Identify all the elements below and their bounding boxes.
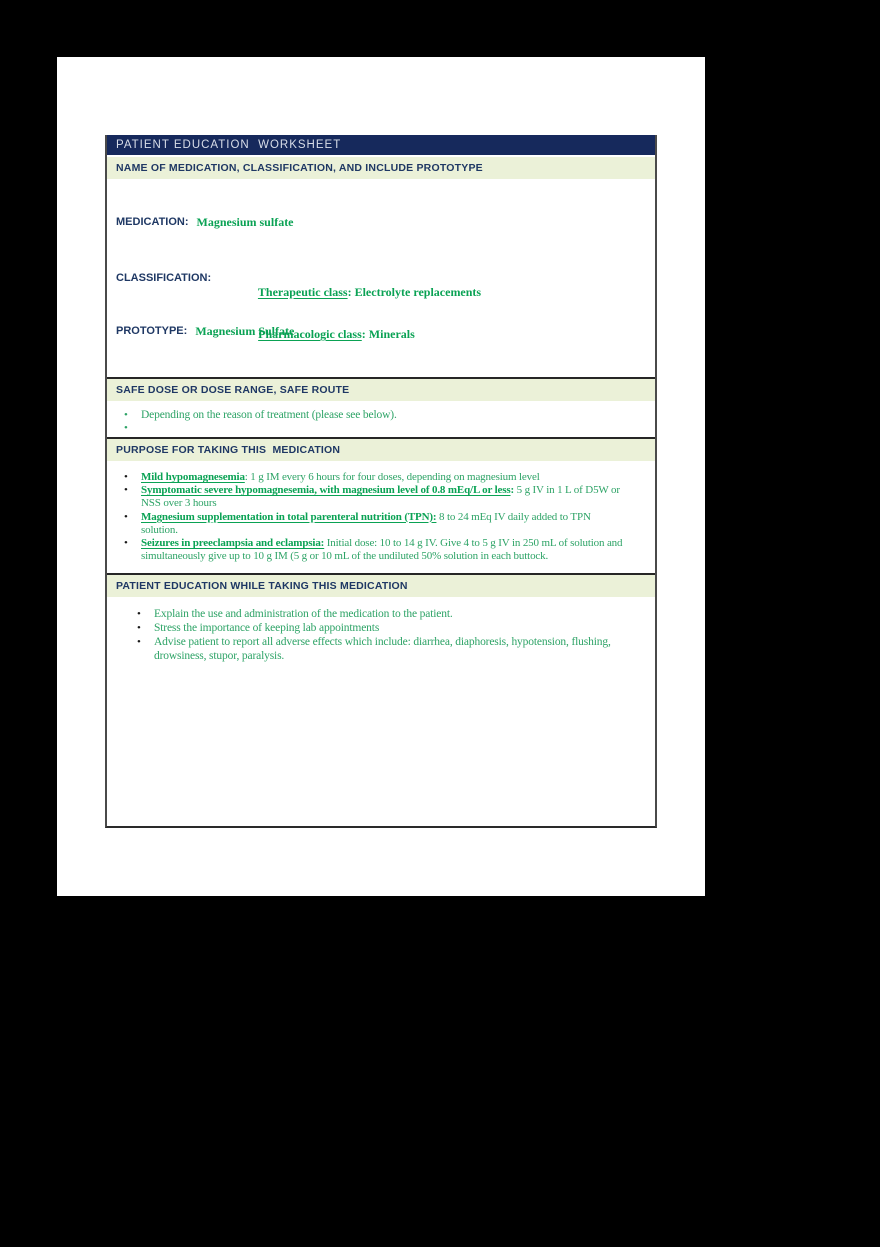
purpose-bullet-sep: : <box>510 484 515 497</box>
purpose-bullet-lead: Magnesium supplementation in total parenteral nutrition (TPN): <box>141 510 437 523</box>
section-safe-dose <box>107 401 655 437</box>
worksheet-title-bar: PATIENT EDUCATION WORKSHEET <box>107 135 655 157</box>
section-header-patient-education: PATIENT EDUCATION WHILE TAKING THIS MEDICATION <box>107 573 655 597</box>
education-bullet-text <box>154 607 453 621</box>
section-header-name-of-medication: NAME OF MEDICATION, CLASSIFICATION, AND INCLUDE PROTOTYPE <box>107 157 655 179</box>
purpose-bullet-line2: simultaneously give up to 10 g IM (5 g or 10 mL of the undiluted 50% solution in each buttock. <box>141 550 549 563</box>
list-item <box>107 484 655 510</box>
section-purpose <box>107 461 655 573</box>
list-item <box>107 422 655 435</box>
purpose-bullet-rest: 5 g IV in 1 L of D5W or <box>514 484 620 497</box>
bullet-icon: • <box>124 510 128 523</box>
bullet-icon: • <box>124 409 128 421</box>
classification-values <box>216 271 481 355</box>
list-item <box>107 607 655 621</box>
prototype-label: PROTOTYPE: <box>116 325 188 337</box>
bullet-icon: • <box>124 471 128 483</box>
therapeutic-class-value: : Electrolyte replacements <box>347 285 482 299</box>
purpose-bullet-line2: NSS over 3 hours <box>141 497 217 510</box>
list-item <box>107 635 655 663</box>
section-header-purpose: PURPOSE FOR TAKING THIS MEDICATION <box>107 437 655 461</box>
document-page <box>57 57 705 896</box>
bullet-icon: • <box>124 537 128 550</box>
education-bullet-line1: Stress the importance of keeping lab appointments <box>154 622 380 634</box>
purpose-bullet-text <box>141 471 540 484</box>
medication-value: Magnesium sulfate <box>196 215 294 229</box>
classification-row <box>116 271 481 355</box>
bullet-icon: • <box>137 622 141 634</box>
education-bullet-line1: Explain the use and administration of the medication to the patient. <box>154 608 453 620</box>
purpose-bullet-text <box>141 511 591 537</box>
section-patient-education <box>107 597 655 826</box>
education-bullet-text <box>154 621 379 635</box>
bullet-icon: • <box>137 608 141 620</box>
education-bullet-text <box>154 635 611 663</box>
pharmacologic-class-term: Pharmacologic class <box>258 327 362 341</box>
purpose-bullet-lead: Symptomatic severe hypomagnesemia, with magnesium level of 0.8 mEq/L or less <box>141 484 511 497</box>
medication-row <box>116 215 294 229</box>
section-header-safe-dose: SAFE DOSE OR DOSE RANGE, SAFE ROUTE <box>107 377 655 401</box>
purpose-bullet-text <box>141 484 620 510</box>
therapeutic-class-term: Therapeutic class <box>257 285 348 299</box>
purpose-bullet-line2: solution. <box>141 523 178 536</box>
purpose-bullet-text <box>141 537 622 563</box>
education-bullet-line2: drowsiness, stupor, paralysis. <box>154 650 285 662</box>
list-item <box>107 511 655 537</box>
section-name-of-medication <box>107 179 655 377</box>
list-item <box>107 621 655 635</box>
safe-dose-bullet-text: Depending on the reason of treatment (please see below). <box>141 409 397 421</box>
purpose-bullet-rest: 8 to 24 mEq IV daily added to TPN <box>436 510 591 523</box>
bullet-icon: • <box>137 636 141 648</box>
classification-label: CLASSIFICATION: <box>116 272 212 284</box>
purpose-bullet-sep: : <box>244 471 248 483</box>
list-item <box>107 409 655 422</box>
list-item <box>107 537 655 563</box>
bullet-icon: • <box>124 422 128 434</box>
bullet-icon: • <box>124 484 128 497</box>
pharmacologic-class-value: : Minerals <box>361 327 415 341</box>
prototype-value: Magnesium Sulfate <box>195 324 295 338</box>
therapeutic-class-line <box>216 271 481 313</box>
worksheet-table <box>105 135 657 828</box>
purpose-bullet-lead: Mild hypomagnesemia <box>141 471 245 483</box>
purpose-bullet-rest: 1 g IM every 6 hours for four doses, depending on magnesium level <box>247 471 540 483</box>
education-bullet-line1: Advise patient to report all adverse effects which include: diarrhea, diaphoresis, hypotension, flushing, <box>154 636 611 648</box>
purpose-bullet-rest: Initial dose: 10 to 14 g IV. Give 4 to 5 g IV in 250 mL of solution and <box>324 537 623 550</box>
medication-label: MEDICATION: <box>116 216 189 228</box>
prototype-row <box>116 324 294 338</box>
list-item <box>107 471 655 484</box>
purpose-bullet-lead: Seizures in preeclampsia and eclampsia: <box>141 537 325 550</box>
